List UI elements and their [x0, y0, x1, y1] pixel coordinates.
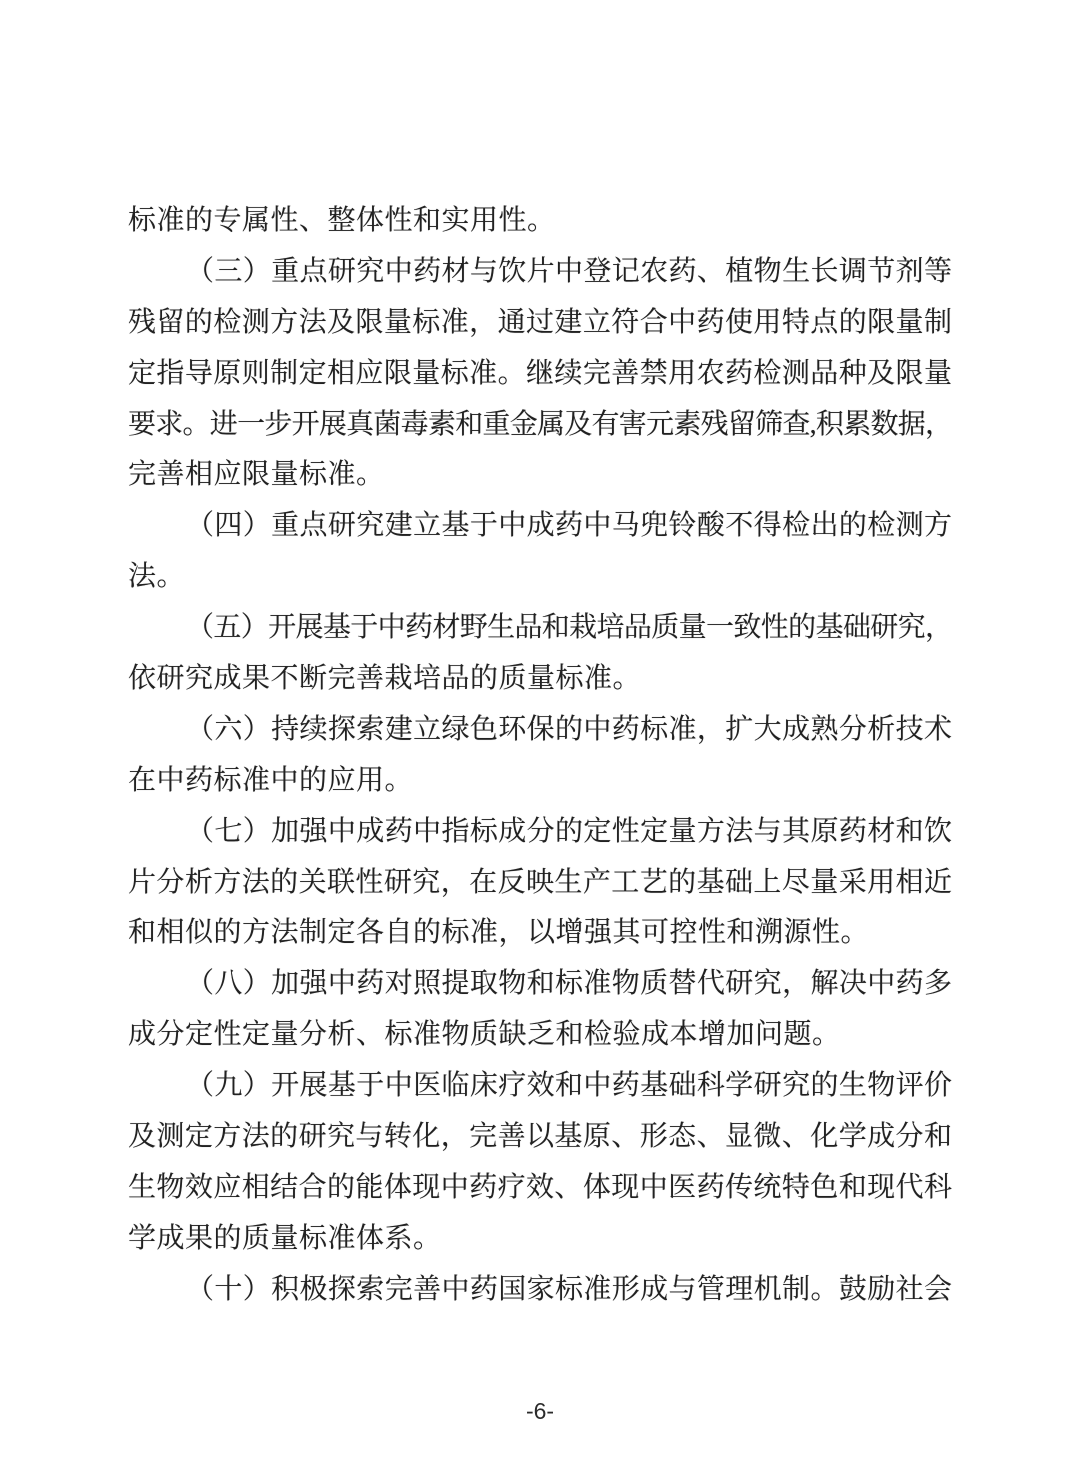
document-line: 和相似的方法制定各自的标准，以增强其可控性和溯源性。: [128, 917, 870, 949]
document-line: 标准的专属性、整体性和实用性。: [128, 205, 556, 236]
document-line: 残留的检测方法及限量标准，通过建立符合中药使用特点的限量制: [128, 306, 952, 338]
document-line: 完善相应限量标准。: [128, 459, 385, 491]
document-line: 及测定方法的研究与转化，完善以基原、形态、显微、化学成分和: [128, 1121, 952, 1153]
document-line: （八）加强中药对照提取物和标准物质替代研究，解决中药多: [186, 968, 952, 1000]
document-line: 依研究成果不断完善栽培品的质量标准。: [128, 663, 642, 695]
document-line: 片分析方法的关联性研究，在反映生产工艺的基础上尽量采用相近: [128, 866, 952, 898]
document-line: 在中药标准中的应用。: [128, 764, 414, 796]
document-line: （十）积极探索完善中药国家标准形成与管理机制。鼓励社会: [186, 1273, 952, 1305]
document-line: （三）重点研究中药材与饮片中登记农药、植物生长调节剂等: [186, 255, 952, 287]
document-line: （五）开展基于中药材野生品和栽培品质量一致性的基础研究，: [186, 612, 952, 644]
document-line: 学成果的质量标准体系。: [128, 1222, 442, 1254]
document-line: 生物效应相结合的能体现中药疗效、体现中医药传统特色和现代科: [128, 1171, 952, 1203]
document-line: （七）加强中成药中指标成分的定性定量方法与其原药材和饮: [186, 815, 952, 847]
document-line: （四）重点研究建立基于中成药中马兜铃酸不得检出的检测方: [186, 510, 952, 542]
document-line: 法。: [128, 561, 186, 593]
document-line: 定指导原则制定相应限量标准。继续完善禁用农药检测品种及限量: [128, 357, 952, 389]
document-line: 成分定性定量分析、标准物质缺乏和检验成本增加问题。: [128, 1019, 841, 1051]
document-line: 要求。进一步开展真菌毒素和重金属及有害元素残留筛查,积累数据，: [128, 408, 952, 440]
page-number: -6-: [525, 1398, 555, 1424]
document-line: （九）开展基于中医临床疗效和中药基础科学研究的生物评价: [186, 1070, 952, 1102]
document-body: [128, 196, 952, 1316]
document-line: （六）持续探索建立绿色环保的中药标准，扩大成熟分析技术: [186, 713, 952, 745]
